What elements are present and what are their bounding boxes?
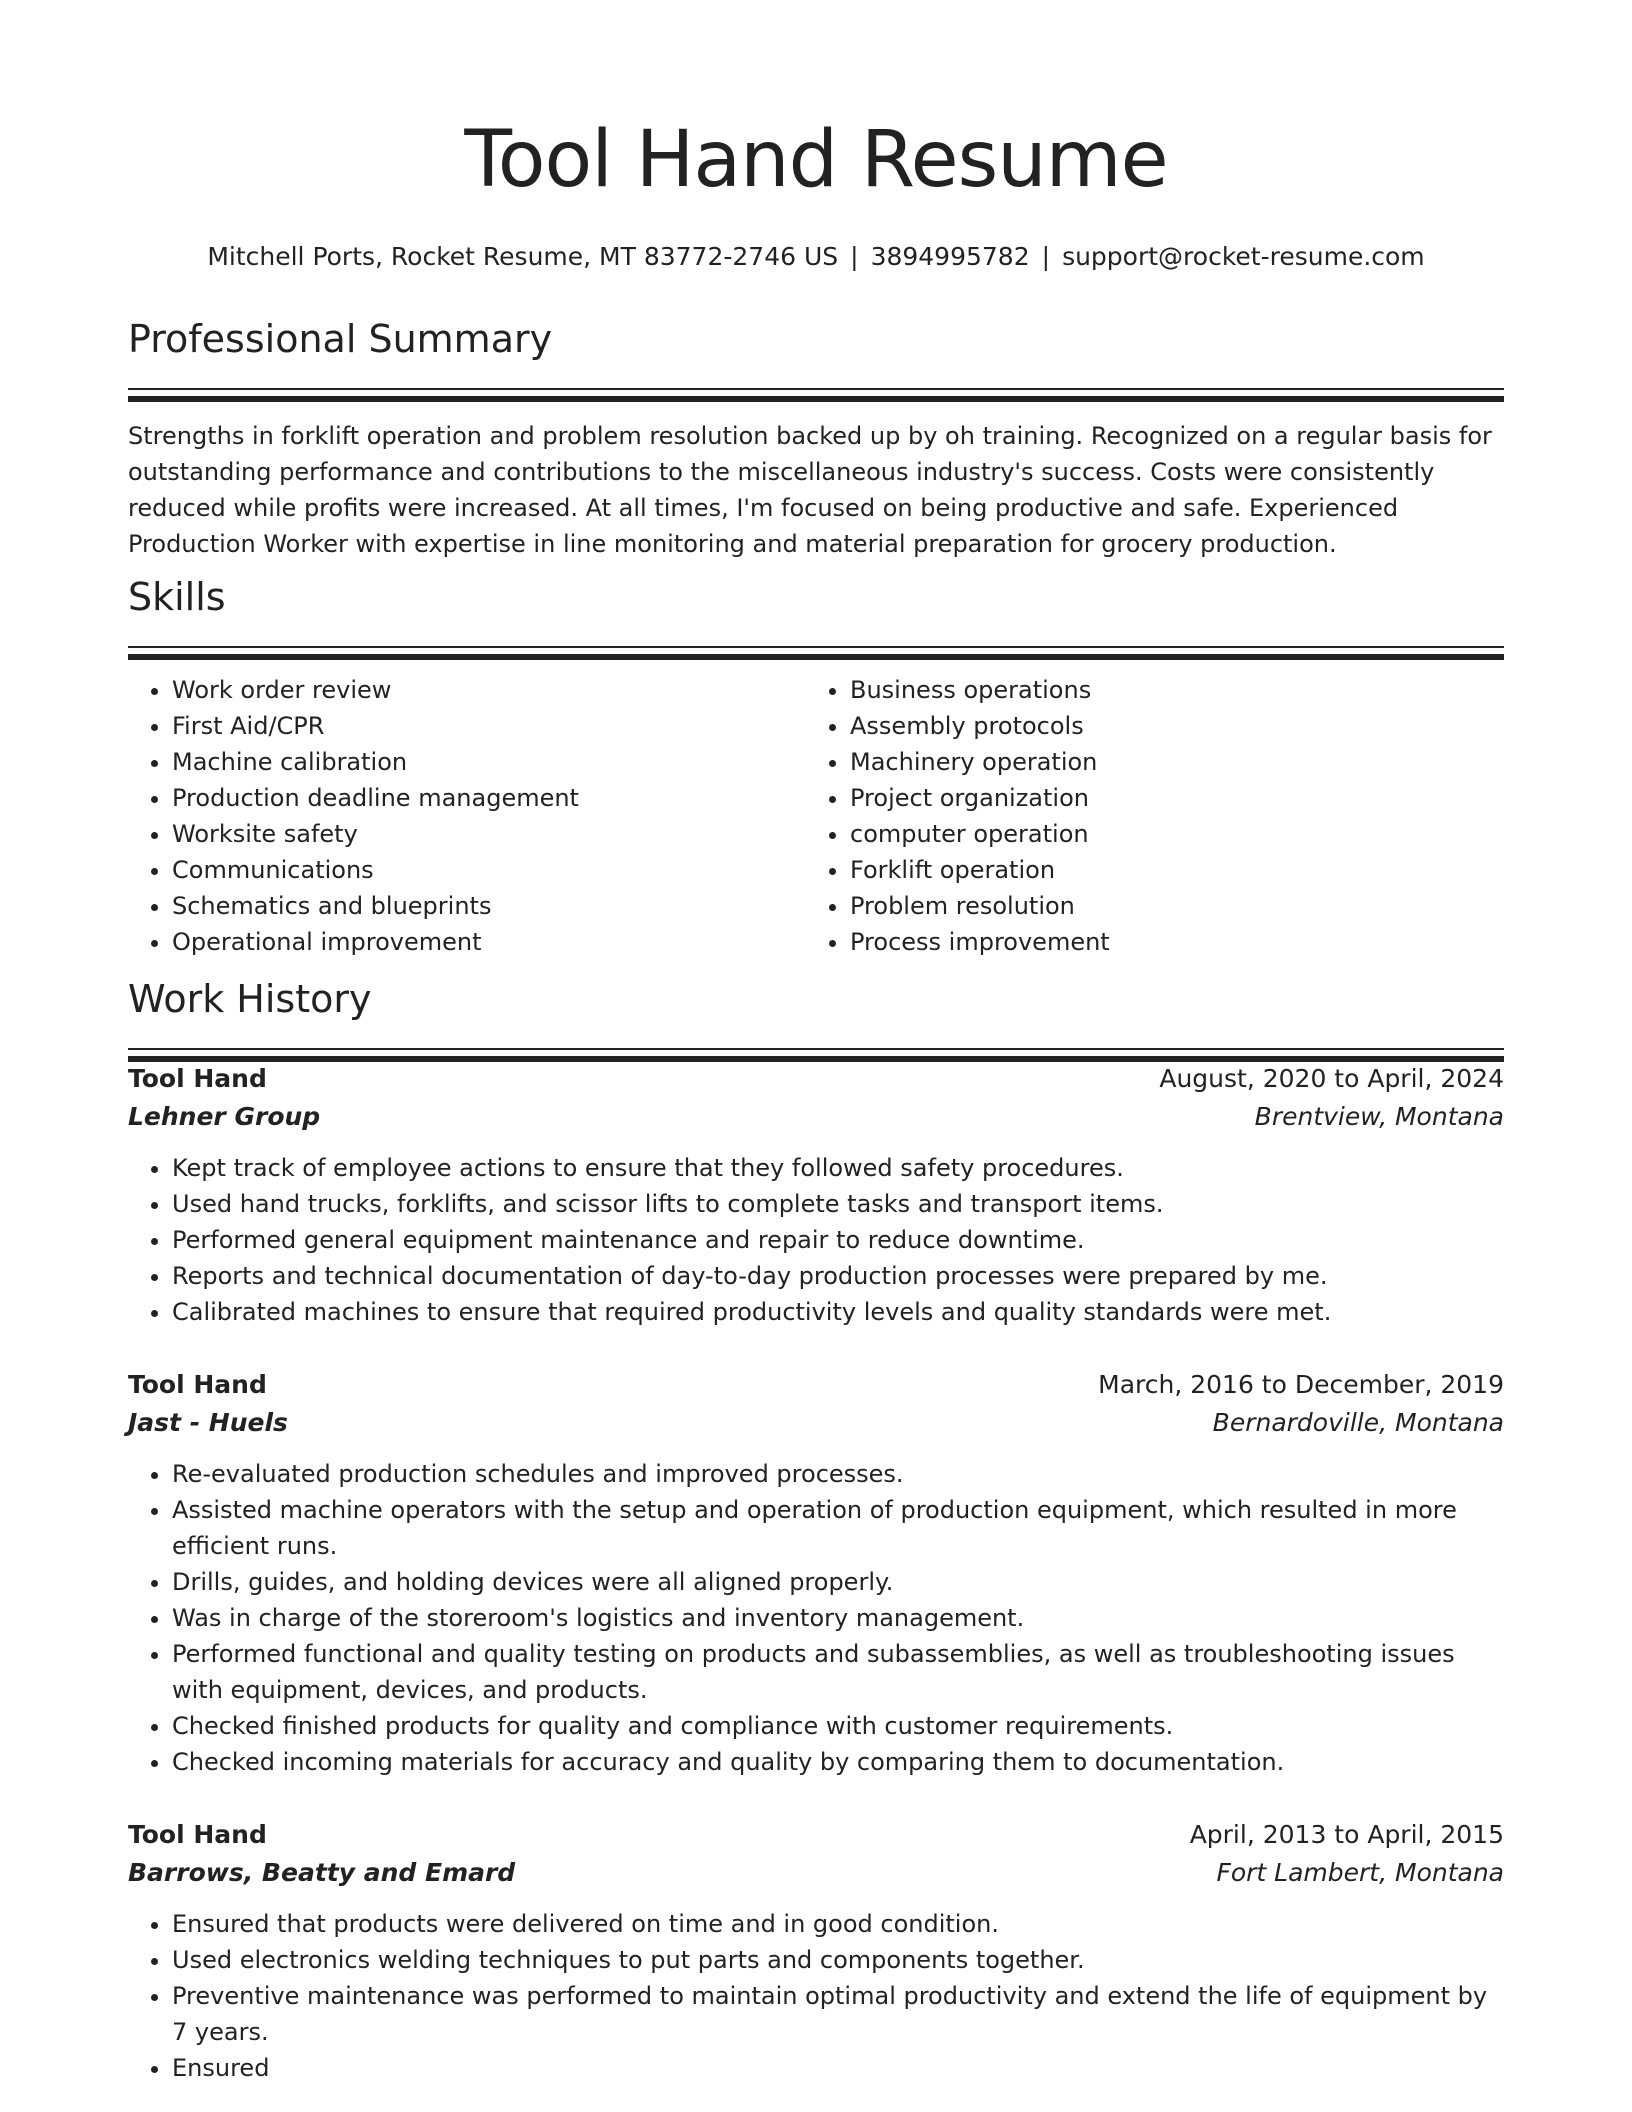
skills-section <box>128 574 1504 960</box>
job-bullet: • Ensured <box>172 2050 1504 2086</box>
job-location: Brentview, Montana <box>1254 1102 1504 1131</box>
skill-item: • Project organization <box>850 780 1484 816</box>
job-title: Tool Hand <box>128 1820 267 1849</box>
job-bullet: • Checked incoming materials for accuracy and quality by comparing them to documentation. <box>172 1744 1504 1780</box>
summary-heading: Professional Summary <box>128 317 553 361</box>
skills-heading: Skills <box>128 575 226 619</box>
job-location: Fort Lambert, Montana <box>1216 1858 1504 1887</box>
job-bullets <box>128 1906 1504 2086</box>
skill-item: • Work order review <box>172 672 806 708</box>
skill-item: • Operational improvement <box>172 924 806 960</box>
job-bullet: • Assisted machine operators with the setup and operation of production equipment, which resulted in more efficient runs. <box>172 1492 1504 1564</box>
job-company: Barrows, Beatty and Emard <box>128 1858 516 1887</box>
job-bullet: • Calibrated machines to ensure that required productivity levels and quality standards were met. <box>172 1294 1504 1330</box>
section-divider <box>128 388 1504 402</box>
skill-item: • Assembly protocols <box>850 708 1484 744</box>
job-entry <box>128 1816 1504 2086</box>
skills-columns <box>128 672 1504 960</box>
skill-item: • computer operation <box>850 816 1484 852</box>
skill-item: • Machine calibration <box>172 744 806 780</box>
skill-item: • Communications <box>172 852 806 888</box>
skill-item: • Production deadline management <box>172 780 806 816</box>
skill-item: • Machinery operation <box>850 744 1484 780</box>
job-title: Tool Hand <box>128 1064 267 1093</box>
contact-separator: | <box>1041 242 1051 271</box>
contact-line <box>128 238 1504 276</box>
contact-email: support@rocket-resume.com <box>1062 242 1425 271</box>
summary-text: Strengths in forklift operation and problem resolution backed up by oh training. Recognized on a regular basis for outstanding performance and contributions to the miscellaneous industry's success. Costs were consistently reduced while profits were increased. At all times, I'm focused on being productive and safe. Experienced Production Worker with expertise in line monitoring and material preparation for grocery production. <box>128 422 1492 558</box>
job-bullet: • Used hand trucks, forklifts, and scissor lifts to complete tasks and transport items. <box>172 1186 1504 1222</box>
job-location: Bernardoville, Montana <box>1212 1408 1504 1437</box>
job-bullets <box>128 1150 1504 1330</box>
skill-item: • Forklift operation <box>850 852 1484 888</box>
job-bullet: • Re-evaluated production schedules and improved processes. <box>172 1456 1504 1492</box>
job-entry <box>128 1366 1504 1780</box>
skill-item: • Process improvement <box>850 924 1484 960</box>
job-bullet: • Used electronics welding techniques to put parts and components together. <box>172 1942 1504 1978</box>
resume-title: Tool Hand Resume <box>464 115 1168 205</box>
job-bullet: • Kept track of employee actions to ensure that they followed safety procedures. <box>172 1150 1504 1186</box>
skill-item: • Schematics and blueprints <box>172 888 806 924</box>
job-bullet: • Ensured that products were delivered on time and in good condition. <box>172 1906 1504 1942</box>
section-divider <box>128 646 1504 660</box>
job-dates: March, 2016 to December, 2019 <box>1098 1370 1504 1399</box>
work-history-section <box>128 976 1504 1062</box>
job-title: Tool Hand <box>128 1370 267 1399</box>
skill-item: • Business operations <box>850 672 1484 708</box>
job-bullet: • Reports and technical documentation of day-to-day production processes were prepared by me. <box>172 1258 1504 1294</box>
job-company: Lehner Group <box>128 1102 321 1131</box>
job-company: Jast - Huels <box>128 1408 288 1437</box>
contact-separator: | <box>850 242 859 271</box>
job-bullet: • Was in charge of the storeroom's logistics and inventory management. <box>172 1600 1504 1636</box>
skills-list-right <box>806 672 1484 960</box>
skills-list-left <box>128 672 806 960</box>
job-entry <box>128 1060 1504 1330</box>
job-bullet: • Preventive maintenance was performed to maintain optimal productivity and extend the life of equipment by 7 years. <box>172 1978 1504 2050</box>
skill-item: • First Aid/CPR <box>172 708 806 744</box>
job-bullet: • Performed general equipment maintenance and repair to reduce downtime. <box>172 1222 1504 1258</box>
skill-item: • Problem resolution <box>850 888 1484 924</box>
job-bullets <box>128 1456 1504 1780</box>
job-bullet: • Performed functional and quality testing on products and subassemblies, as well as troubleshooting issues with equipment, devices, and products. <box>172 1636 1504 1708</box>
skill-item: • Worksite safety <box>172 816 806 852</box>
contact-phone: 3894995782 <box>870 242 1030 271</box>
summary-section <box>128 316 1504 562</box>
job-bullet: • Drills, guides, and holding devices were all aligned properly. <box>172 1564 1504 1600</box>
job-dates: August, 2020 to April, 2024 <box>1159 1064 1504 1093</box>
work-history-heading: Work History <box>128 977 372 1021</box>
contact-address: Mitchell Ports, Rocket Resume, MT 83772-2746 US <box>207 242 839 271</box>
job-bullet: • Checked finished products for quality and compliance with customer requirements. <box>172 1708 1504 1744</box>
job-dates: April, 2013 to April, 2015 <box>1189 1820 1504 1849</box>
